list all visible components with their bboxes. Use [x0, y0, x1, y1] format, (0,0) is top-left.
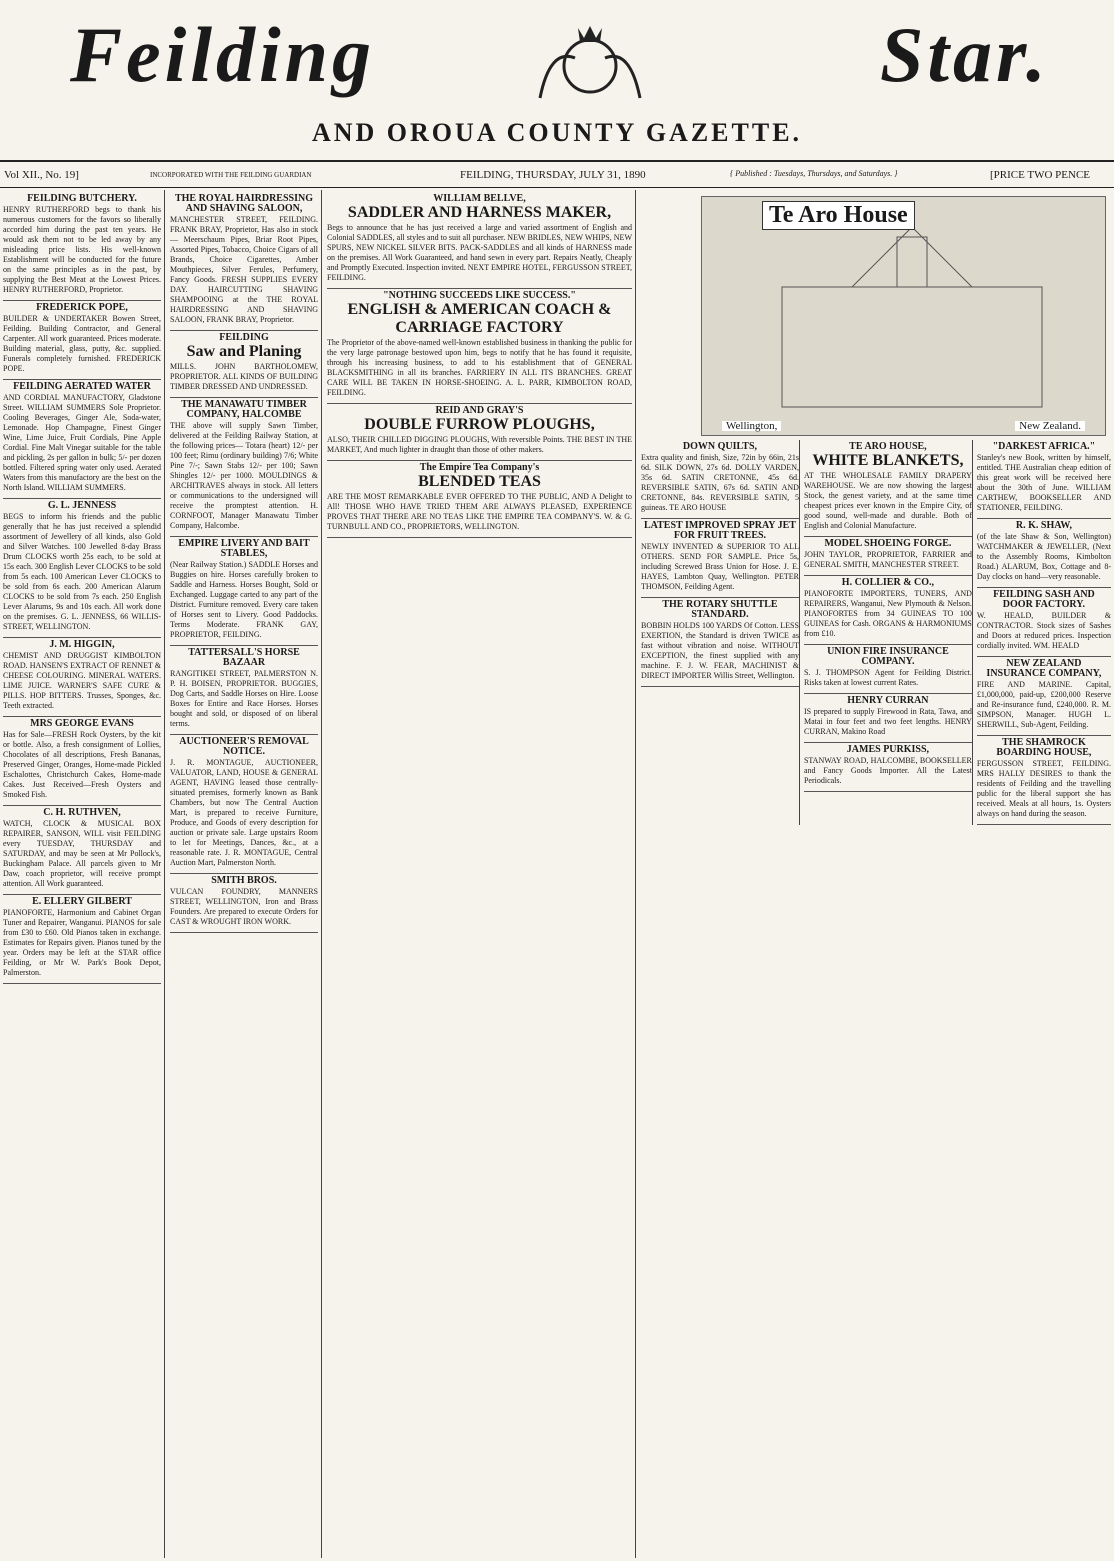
- column-4: [638, 190, 1114, 1558]
- ad-body: BOBBIN HOLDS 100 YARDS Of Cotton. LESS EXERTION, the Standard is driven TWICE as fast without vibration and noise. WITHOUT EXCEPTION, the finest supplied with any machine. F. J. W. FEAR, MACHINIST & DIRECT IMPORTER Willis Street, Wellington.: [641, 621, 799, 680]
- ad-banner: BLENDED TEAS: [418, 473, 541, 490]
- ad-body: Begs to announce that he has just received a large and varied assortment of English and Colonial SADDLES, all styles and to suit all purchaser. NEW BRIDLES, NEW WHIPS, NEW SPURS, NEW NICKEL SILVER BITS. PACK-SADDLES and all kinds of HARNESS made on the premises. All Work Guaranteed, and hand sewn in every part. Repairs Neatly, Cheaply and Promptly Executed. Inspection invited. NEXT EMPIRE HOTEL, FERGUSSON STREET, FEILDING.: [327, 223, 632, 282]
- ad-heading: TATTERSALL'S HORSE BAZAAR: [188, 647, 300, 668]
- advertisement: [3, 895, 161, 984]
- ad-banner: ENGLISH & AMERICAN COACH & CARRIAGE FACTORY: [347, 301, 612, 336]
- ad-body: J. R. MONTAGUE, AUCTIONEER, VALUATOR, LAND, HOUSE & GENERAL AGENT, HAVING leased those centrally-situated premises, formerly known as Bank Chambers, but now The Central Auction Mart, is prepared to receive Furniture, Produce, and Goods of every description for auction or private sale. Large upstairs Room to let for Meetings, Dances, &c., at a reasonable rate. J. R. MONTAGUE, Central Auction Mart, Palmerston North.: [170, 758, 318, 867]
- ad-body: BEGS to inform his friends and the public generally that he has just received a splendid assortment of Jewellery of all kinds, also Gold and Silver Watches. 100 Jewelled 8-day Brass Drum CLOCKS worth 25s each, to be sold at 15s each. 300 English Lever CLOCKS to be sold from 5s each. 100 American Lever CLOCKS to be sold from 6s each. 200 American Alarum CLOCKS to be sold from 7s each. 250 English Lever Alarums, 9s and 10s each. All work done on the premises. G. L. JENNESS, 66 WILLIS-STREET, WELLINGTON.: [3, 512, 161, 631]
- ad-heading: MODEL SHOEING FORGE.: [824, 538, 952, 549]
- ad-heading: E. ELLERY GILBERT: [32, 896, 132, 907]
- ad-banner: SADDLER AND HARNESS MAKER,: [347, 204, 612, 221]
- advertisement: [804, 440, 972, 537]
- advertisement: [804, 645, 972, 694]
- advertisement: [641, 519, 799, 598]
- advertisement: [977, 519, 1111, 588]
- ad-body: RANGITIKEI STREET, PALMERSTON N. P. H. BOISEN, PROPRIETOR. BUGGIES, Dog Carts, and Saddle Horses on Hire. Loose Boxes for Entire and Race Horses. Horses bought and sold, or disposed of on liberal terms.: [170, 669, 318, 728]
- publish-days: { Published : Tuesdays, Thursdays, and Saturdays. }: [730, 169, 898, 178]
- advertisement: [170, 331, 318, 398]
- ad-heading: SMITH BROS.: [211, 875, 277, 886]
- ad-heading: EMPIRE LIVERY AND BAIT STABLES,: [178, 538, 310, 559]
- ad-heading: FEILDING BUTCHERY.: [27, 193, 137, 204]
- ad-body: MILLS. JOHN BARTHOLOMEW, PROPRIETOR. ALL KINDS OF BUILDING TIMBER DRESSED AND UNDRESSED.: [170, 362, 318, 391]
- ad-body: MANCHESTER STREET, FEILDING. FRANK BRAY, Proprietor, Has also in stock— Meerschaum Pipes, Briar Root Pipes, Assorted Pipes, Tobacco, Choice Cigars of all Brands, Choice Cigarettes, Amber Mouthpieces, Silver Ferules, Perfumery, Fancy Goods. FRESH SUPPLIES EVERY DAY. HAIRCUTTING SHAVING SHAMPOOING at the THE ROYAL HAIRDRESSING AND SHAVING SALOON, FRANK BRAY, Proprietor.: [170, 215, 318, 324]
- ad-body: PIANOFORTE, Harmonium and Cabinet Organ Tuner and Repairer, Wanganui. PIANOS for sale from £30 to £60. Old Pianos taken in exchange. Estimates for Repairs given. Pianos tuned by the year. Orders may be left at the STAR office Feilding, or Mr W. Park's Book Depot, Palmerston.: [3, 908, 161, 977]
- advertisement: [3, 192, 161, 301]
- ad-heading: LATEST IMPROVED SPRAY JET FOR FRUIT TREES.: [643, 520, 796, 541]
- ad-heading: The Empire Tea Company's: [419, 462, 540, 473]
- te-aro-sign: Te Aro House: [762, 201, 915, 230]
- advertisement: [327, 289, 632, 404]
- ad-heading: NEW ZEALAND INSURANCE COMPANY,: [986, 658, 1102, 679]
- ad-body: Extra quality and finish, Size, 72in by 66in, 21s 6d. SILK DOWN, 27s 6d. DOLLY VARDEN, 35s 6d. SATIN CRETONNE, 45s 6d. REVERSIBLE SATIN, 67s 6d. SATIN AND CRETONNE, 84s. REVERSIBLE SATIN, 5 guineas. TE ARO HOUSE: [641, 453, 799, 512]
- advertisement: [327, 404, 632, 461]
- advertisement: [327, 461, 632, 538]
- ad-heading: "DARKEST AFRICA.": [992, 441, 1096, 452]
- price: [PRICE TWO PENCE: [990, 169, 1091, 181]
- ad-body: VULCAN FOUNDRY, MANNERS STREET, WELLINGTON, Iron and Brass Founders. Are prepared to execute Orders for CAST & WROUGHT IRON WORK.: [170, 887, 318, 926]
- ad-heading: UNION FIRE INSURANCE COMPANY.: [827, 646, 949, 667]
- ad-body: ARE THE MOST REMARKABLE EVER OFFERED TO THE PUBLIC, AND A Delight to All! THOSE WHO HAVE TRIED THEM ARE ALWAYS PLEASED, EXPERIENCE PROVES THAT THERE ARE NO TEAS LIKE THE EMPIRE TEA COMPANY'S. W. & G. TURNBULL AND CO., PROPRIETORS, WELLINGTON.: [327, 492, 632, 531]
- ad-body: Stanley's new Book, written by himself, entitled. THE Australian cheap edition of this great work will be received here about the 30th of June. WILLIAM CARTHEW, BOOKSELLER AND STATIONER, FEILDING.: [976, 453, 1111, 512]
- caption-left: Wellington,: [722, 421, 781, 431]
- masthead-subtitle: AND OROUA COUNTY GAZETTE.: [311, 118, 803, 147]
- ad-banner: Saw and Planing: [186, 343, 302, 360]
- advertisement: [641, 440, 799, 519]
- caption-right: New Zealand.: [1015, 421, 1085, 431]
- building-engraving-icon: [702, 197, 1105, 435]
- ad-heading: DOWN QUILTS,: [682, 441, 758, 452]
- advertisement: [804, 694, 972, 743]
- masthead-title-right: Star.: [880, 11, 1050, 98]
- ad-heading: THE ROTARY SHUTTLE STANDARD.: [662, 599, 778, 620]
- ad-body: AT THE WHOLESALE FAMILY DRAPERY WAREHOUSE. We are now showing the largest Stock, the genest variety, and at the same time cheapest prices ever known in the Empire City, of good sound, well-made and durable. Both of English and Colonial Manufacture.: [803, 471, 972, 530]
- ad-heading: H. COLLIER & CO.,: [841, 577, 935, 588]
- ad-body: BUILDER & UNDERTAKER Bowen Street, Feilding. Building Contractor, and General Carpenter. All work guaranteed. Prices moderate. Building material, glass, putty, &c. supplied. Funerals completely furnished. FREDERICK POPE.: [3, 314, 161, 373]
- advertisement: [170, 646, 318, 735]
- advertisement: [170, 398, 318, 537]
- column-4c: [977, 440, 1111, 825]
- advertisement: [977, 440, 1111, 519]
- ad-body: W. HEALD, BUILDER & CONTRACTOR. Stock sizes of Sashes and Doors at reduced prices. Inspection cordially invited. WM. HEALD: [976, 611, 1111, 650]
- advertisement: [3, 380, 161, 499]
- ad-heading: THE ROYAL HAIRDRESSING AND SHAVING SALOON,: [174, 193, 313, 214]
- ad-heading: J. M. HIGGIN,: [49, 639, 115, 650]
- column-4a: [641, 440, 800, 825]
- advertisement: [170, 874, 318, 933]
- ad-body: IS prepared to supply Firewood in Rata, Tawa, and Matai in four feet and two feet lengths. HENRY CURRAN, Makino Road: [803, 707, 972, 736]
- ad-body: (of the late Shaw & Son, Wellington) WATCHMAKER & JEWELLER, (Next to the Assembly Rooms, Kimbolton Road.) ALARUM, Box, Cottage and 8-Day clocks on hand—very reasonable.: [976, 532, 1111, 581]
- dateline: [0, 160, 1114, 188]
- ad-banner: WHITE BLANKETS,: [812, 452, 964, 469]
- advertisement: [3, 638, 161, 717]
- incorporated-note: INCORPORATED WITH THE FEILDING GUARDIAN: [150, 171, 312, 179]
- ad-heading: THE SHAMROCK BOARDING HOUSE,: [996, 737, 1092, 758]
- ad-heading: FREDERICK POPE,: [36, 302, 128, 313]
- column-3: [324, 190, 636, 1558]
- ad-heading: JAMES PURKISS,: [846, 744, 930, 755]
- advertisement: [3, 499, 161, 638]
- advertisement: [977, 657, 1111, 736]
- ad-heading: TE ARO HOUSE,: [849, 441, 927, 452]
- ad-body: FERGUSSON STREET, FEILDING. MRS HALLY DESIRES to thank the residents of Feilding and the travelling public for the liberal support she has received. Meals at all hours, 1s. Oysters always on hand during the season.: [976, 759, 1111, 818]
- column-1: [0, 190, 165, 1558]
- ad-body: JOHN TAYLOR, PROPRIETOR, FARRIER and GENERAL SMITH, MANCHESTER STREET.: [803, 550, 972, 569]
- ad-body: (Near Railway Station.) SADDLE Horses and Buggies on hire. Horses carefully broken to Saddle and Harness. Horses Bought, Sold or Exchanged. Luggage carted to any part of the District. Furniture removed. Every care taken of Horses sent to Livery. Good Paddocks. Terms Moderate. FRANK GAY, PROPRIETOR, FEILDING.: [170, 560, 318, 639]
- advertisement: [804, 743, 972, 792]
- advertisement: [977, 736, 1111, 825]
- advertisement: [977, 588, 1111, 657]
- advertisement: [3, 301, 161, 380]
- ad-heading: MRS GEORGE EVANS: [30, 718, 134, 729]
- ad-heading: G. L. JENNESS: [47, 500, 117, 511]
- ad-heading: R. K. SHAW,: [1015, 520, 1072, 531]
- ad-body: ALSO, THEIR CHILLED DIGGING PLOUGHS, With reversible Points. THE BEST IN THE MARKET, And much lighter in draught than those of other makers.: [327, 435, 632, 454]
- advertisement: [804, 537, 972, 576]
- ad-body: STANWAY ROAD, HALCOMBE, BOOKSELLER and Fancy Goods Importer. All the Latest Periodicals.: [803, 756, 972, 785]
- ad-heading: "NOTHING SUCCEEDS LIKE SUCCESS.": [383, 290, 576, 301]
- ad-body: HENRY RUTHERFORD begs to thank his numerous customers for the favors so liberally accorded him during the past ten years. He would ask them not to be led away by any misleading price lists. His well-known Establishment will be conducted for the future on the same principles as in the past, by supplying the Best Meat at the Lowest Prices. HENRY RUTHERFORD, Proprietor.: [3, 205, 161, 294]
- column-2: [167, 190, 322, 1558]
- ad-body: PIANOFORTE IMPORTERS, TUNERS, AND REPAIRERS, Wanganui, New Plymouth & Nelson. PIANOFORTES from 34 GUINEAS TO 100 GUINEAS for Cash. ORGANS & HARMONIUMS from £10.: [803, 589, 972, 638]
- ad-banner: DOUBLE FURROW PLOUGHS,: [364, 416, 595, 433]
- masthead-title-left: Feilding: [70, 11, 376, 98]
- ad-heading: THE MANAWATU TIMBER COMPANY, HALCOMBE: [181, 399, 307, 420]
- ad-body: CHEMIST AND DRUGGIST KIMBOLTON ROAD. HANSEN'S EXTRACT OF RENNET & CHEESE COLOURING. MINERAL WATERS. LIME JUICE. WARNER'S SAFE CURE & PILLS. HOP BITTERS. Trusses, Sponges, &c. Teeth extracted.: [3, 651, 161, 710]
- masthead: [0, 0, 1114, 160]
- advertisement: [170, 735, 318, 874]
- ad-body: FIRE AND MARINE. Capital, £1,000,000, paid-up, £200,000 Reserve and Re-insurance fund, £240,000. R. M. SIMPSON, Manager. HUGH L. SHERWILL, Sub-Agent, Feilding.: [976, 680, 1111, 729]
- ad-heading: FEILDING: [219, 332, 269, 343]
- ad-body: Has for Sale—FRESH Rock Oysters, by the kit or bottle. Also, a fresh consignment of Lollies, Chocolates of all descriptions, Fresh Bananas, Preserved Ginger, Oranges, Home-made Pickled Eschalottes, Christchurch Cakes, Home-made Cakes. Just Received—Fresh Oysters and Smoked Fish.: [3, 730, 161, 799]
- advertisement: [3, 717, 161, 806]
- ad-heading: HENRY CURRAN: [847, 695, 929, 706]
- ad-body: S. J. THOMPSON Agent for Feilding District. Risks taken at lowest current Rates.: [803, 668, 972, 687]
- ad-heading: AUCTIONEER'S REMOVAL NOTICE.: [179, 736, 309, 757]
- volume-number: Vol XII., No. 19]: [4, 169, 79, 181]
- advertisement: [641, 598, 799, 687]
- advertisement: [3, 806, 161, 895]
- ad-heading: REID AND GRAY'S: [435, 405, 524, 416]
- ad-body: AND CORDIAL MANUFACTORY, Gladstone Street. WILLIAM SUMMERS Sole Proprietor. Cooling Beverages, Ginger Ale, Soda-water, Lemonade. Hop Champagne, Finest Ginger Wine, Lime Juice, Fruit Cordials, Pine Apple Cordial. Fine Malt Vinegar suitable for the table and pickling, 2s per gallon in bulk; 5/- per dozen bottled. Filtered spring water only used. Aerated Waters from this manufactory are the best on the North Island. WILLIAM SUMMERS.: [3, 393, 161, 492]
- advertisement: [170, 537, 318, 646]
- ad-heading: FEILDING SASH AND DOOR FACTORY.: [993, 589, 1095, 610]
- ad-heading: WILLIAM BELLVE,: [433, 193, 526, 204]
- ad-body: WATCH, CLOCK & MUSICAL BOX REPAIRER, SANSON, WILL visit FEILDING every TUESDAY, THURSDAY and SATURDAY, and may be seen at Mr Pollock's, Buckingham Palace. All parcels given to Mr Daw, coach proprietor, will receive prompt attention. All Work guaranteed.: [3, 819, 161, 888]
- te-aro-house-illustration: [701, 196, 1106, 436]
- royal-crest-icon: [520, 18, 660, 108]
- date-place: FEILDING, THURSDAY, JULY 31, 1890: [460, 169, 646, 181]
- advertisement: [804, 576, 972, 645]
- ad-body: NEWLY INVENTED & SUPERIOR TO ALL OTHERS. SEND FOR SAMPLE. Price 5s, including Screwed Brass Union for Hose. J. E. HAYES, Lambton Quay, Wellington. PETER THOMSON, Feilding Agent.: [641, 542, 799, 591]
- advertisement: [170, 192, 318, 331]
- ad-heading: FEILDING AERATED WATER: [13, 381, 151, 392]
- advertisement: [327, 192, 632, 289]
- ad-heading: C. H. RUTHVEN,: [43, 807, 121, 818]
- ad-body: THE above will supply Sawn Timber, delivered at the Feilding Railway Station, at the following prices— Totara (heart) 12/- per 100 feet; Rimu (ordinary building) 7/6; White Pine 7/-; Sawn Stabs 12/- per 100; Sawn Shingles 12/- per 1000. MOULDINGS & ARCHITRAVES always in stock. All letters or communications to the undersigned will receive the promptest attention. H. CORNFOOT, Manager Manawatu Timber Company, Halcombe.: [170, 421, 318, 530]
- column-4b: [804, 440, 973, 825]
- ad-body: The Proprietor of the above-named well-known established business in thanking the public for the very large patronage bestowed upon him, begs to notify that he has found it requisite, through his increasing business, to add to his establishment that of GENERAL BLACKSMITHING in all its branches. FARRIERY IN ALL ITS BRANCHES. GREAT CARE WILL BE TAKEN IN HORSE-SHOEING. A. L. PARR, KIMBOLTON ROAD, FEILDING.: [327, 338, 632, 397]
